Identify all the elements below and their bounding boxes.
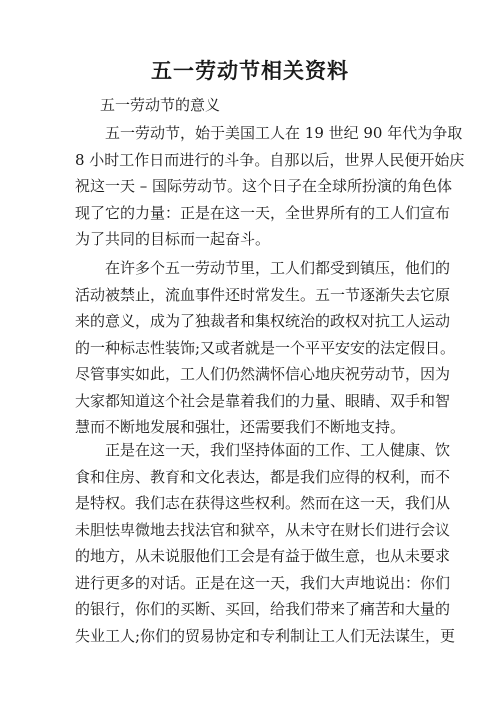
paragraph-line: 的一种标志性装饰;又或者就是一个平平安安的法定假日。 bbox=[75, 338, 456, 357]
section-subheading: 五一劳动节的意义 bbox=[100, 96, 221, 114]
paragraph-line: 进行更多的对话。正是在这一天，我们大声地说出：你们 bbox=[75, 573, 451, 592]
paragraph-line: 慧而不断地发展和强壮，还需要我们不断地支持。 bbox=[75, 418, 406, 436]
paragraph-line: 来的意义，成为了独裁者和集权统治的政权对抗工人运动 bbox=[75, 312, 451, 330]
paragraph-line: 8 小时工作日而进行的斗争。自那以后，世界人民便开始庆 bbox=[75, 150, 465, 169]
paragraph-line: 未胆怯卑微地去找法官和狱卒，从未守在财长们进行会议 bbox=[75, 520, 451, 539]
paragraph-line: 正是在这一天，我们坚持体面的工作、工人健康、饮 bbox=[75, 441, 451, 459]
paragraph-line: 的银行，你们的买断、买回，给我们带来了痛苦和大量的 bbox=[75, 600, 451, 618]
paragraph-line: 活动被禁止，流血事件还时常发生。五一节逐渐失去它原 bbox=[75, 285, 451, 304]
paragraph-line: 失业工人;你们的贸易协定和专利制让工人们无法谋生，更 bbox=[75, 626, 456, 645]
paragraph-line: 为了共同的目标而一起奋斗。 bbox=[75, 230, 271, 248]
paragraph-line: 在许多个五一劳动节里，工人们都受到镇压，他们的 bbox=[75, 259, 451, 277]
paragraph-3 bbox=[75, 437, 456, 649]
paragraph-line: 食和住房、教育和文化表达，都是我们应得的权利，而不 bbox=[75, 467, 451, 486]
paragraph-line: 现了它的力量：正是在这一天，全世界所有的工人们宣布 bbox=[75, 203, 451, 222]
paragraph-line: 的地方，从未说服他们工会是有益于做生意，也从未要求 bbox=[75, 547, 451, 565]
paragraph-line: 大家都知道这个社会是靠着我们的力量、眼睛、双手和智 bbox=[75, 391, 451, 410]
paragraph-2 bbox=[75, 255, 456, 441]
paragraph-line: 尽管事实如此，工人们仍然满怀信心地庆祝劳动节，因为 bbox=[75, 365, 451, 383]
paragraph-line: 五一劳动节，始于美国工人在 19 世纪 90 年代为争取 bbox=[75, 124, 463, 142]
paragraph-line: 祝这一天 – 国际劳动节。这个日子在全球所扮演的角色体 bbox=[75, 177, 453, 195]
paragraph-1 bbox=[75, 120, 465, 253]
paragraph-line: 是特权。我们志在获得这些权利。然而在这一天，我们从 bbox=[75, 494, 451, 512]
page-title: 五一劳动节相关资料 bbox=[151, 58, 349, 83]
